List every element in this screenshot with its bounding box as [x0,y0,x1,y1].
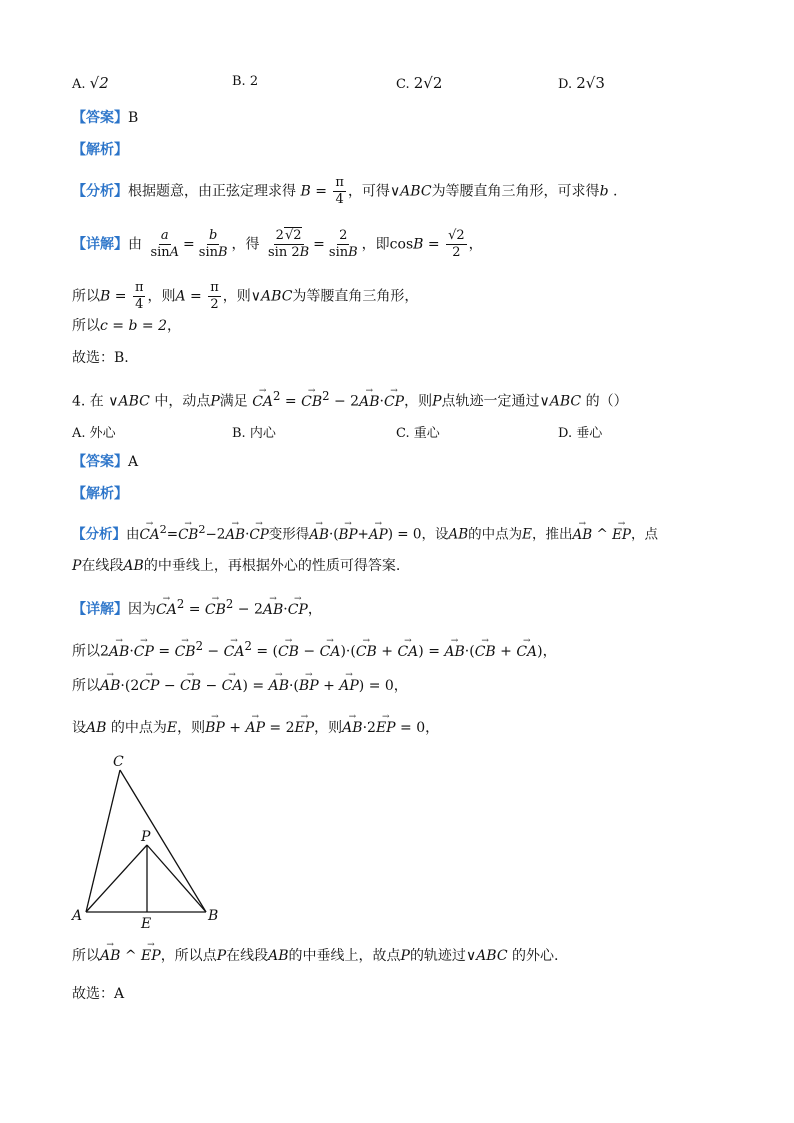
q3-option-b: B. 2 [232,74,259,89]
q4-final: 所以→ AB ^ → EP，所以点P在线段AB的中垂线上，故点P的轨迹过∨ABC 的外心. [72,946,558,966]
q4-stem: 4. 在 ∨ABC 中，动点P满足 → $CA^2$ = → $CB^2 - 2\to AB\cdot\to$ CP，则P点轨迹一定通过∨ABC 的（） [72,386,628,412]
segment-ap [86,845,147,912]
segment-bp [147,845,206,912]
label-a: A [72,908,83,924]
q3-analysis-label: 【解析】 [72,142,128,158]
q4-guxuan: 故选：A [72,986,125,1002]
triangle-diagram [68,748,228,933]
label-c: C [113,754,124,770]
q4-option-d: D. 垂心 [558,426,603,441]
q4-suoyi-1: 所以2→ AB·→ CP = → $CB^2$ − → $CA^2$ = (→ CB − → CA)·(→ CB + → CA) = → AB·(→ CB + → CA)， [72,636,557,662]
label-p: P [141,829,151,845]
q4-option-a: A. 外心 [72,426,116,441]
q3-fenxi: 【分析】根据题意，由正弦定理求得 B = $\frac{\pi}{4}$ ，可得∨ABC为等腰直角三角形，可求得b . [72,175,618,207]
q4-suoyi-2: 所以→ AB·(2→ CP − → CB − → CA) = → AB·(→ BP + → AP) = 0， [72,676,408,696]
label-b: B [208,908,219,924]
q3-option-d: D. 2√3 [558,74,605,92]
q3-suoyi-1: 所以B = $\frac{\pi}{4}$ ，则A = $\frac{\pi}{2}$ ，则∨ABC为等腰直角三角形， [72,280,419,312]
q3-answer: 【答案】B [72,110,139,126]
q4-xiangjie: 【详解】因为→ $CA^2$ = → $CB^2 - 2\to AB\cdot\to$ CP， [72,594,322,620]
q3-option-c: C. 2√2 [396,74,443,92]
q4-answer: 【答案】A [72,454,139,470]
q3-option-a: A. √2 [72,74,109,92]
side-ca [86,770,120,912]
side-cb [120,770,206,912]
q4-fenxi: 【分析】由→ $CA^2=\to CB^2-2\to AB\cdot\to$ CP变形得→ AB·(→ BP+→ AP) = 0，设AB的中点为E，推出→ AB ^ → EP，点 [72,520,658,545]
q4-option-c: C. 重心 [396,426,440,441]
q3-xiangjie: 【详解】由 $\frac{a}{\sin A}$ = $\frac{b}{\sin B}$ ，得 $\frac{2√2}{\sin 2B}$ = $\frac{2}{\sin B}$ ，即cosB = $\frac{√2}{2}$ ， [72,228,483,260]
q3-suoyi-2: 所以c = b = 2， [72,318,181,334]
q4-she: 设AB 的中点为E，则→ BP + → AP = 2→ EP，则→ AB·2→ EP = 0， [72,718,439,738]
q4-analysis-label: 【解析】 [72,486,128,502]
label-e: E [141,916,152,932]
q4-fenxi-2: P在线段AB的中垂线上，再根据外心的性质可得答案. [72,558,401,574]
q3-guxuan: 故选：B. [72,350,129,366]
q4-option-b: B. 内心 [232,426,276,441]
